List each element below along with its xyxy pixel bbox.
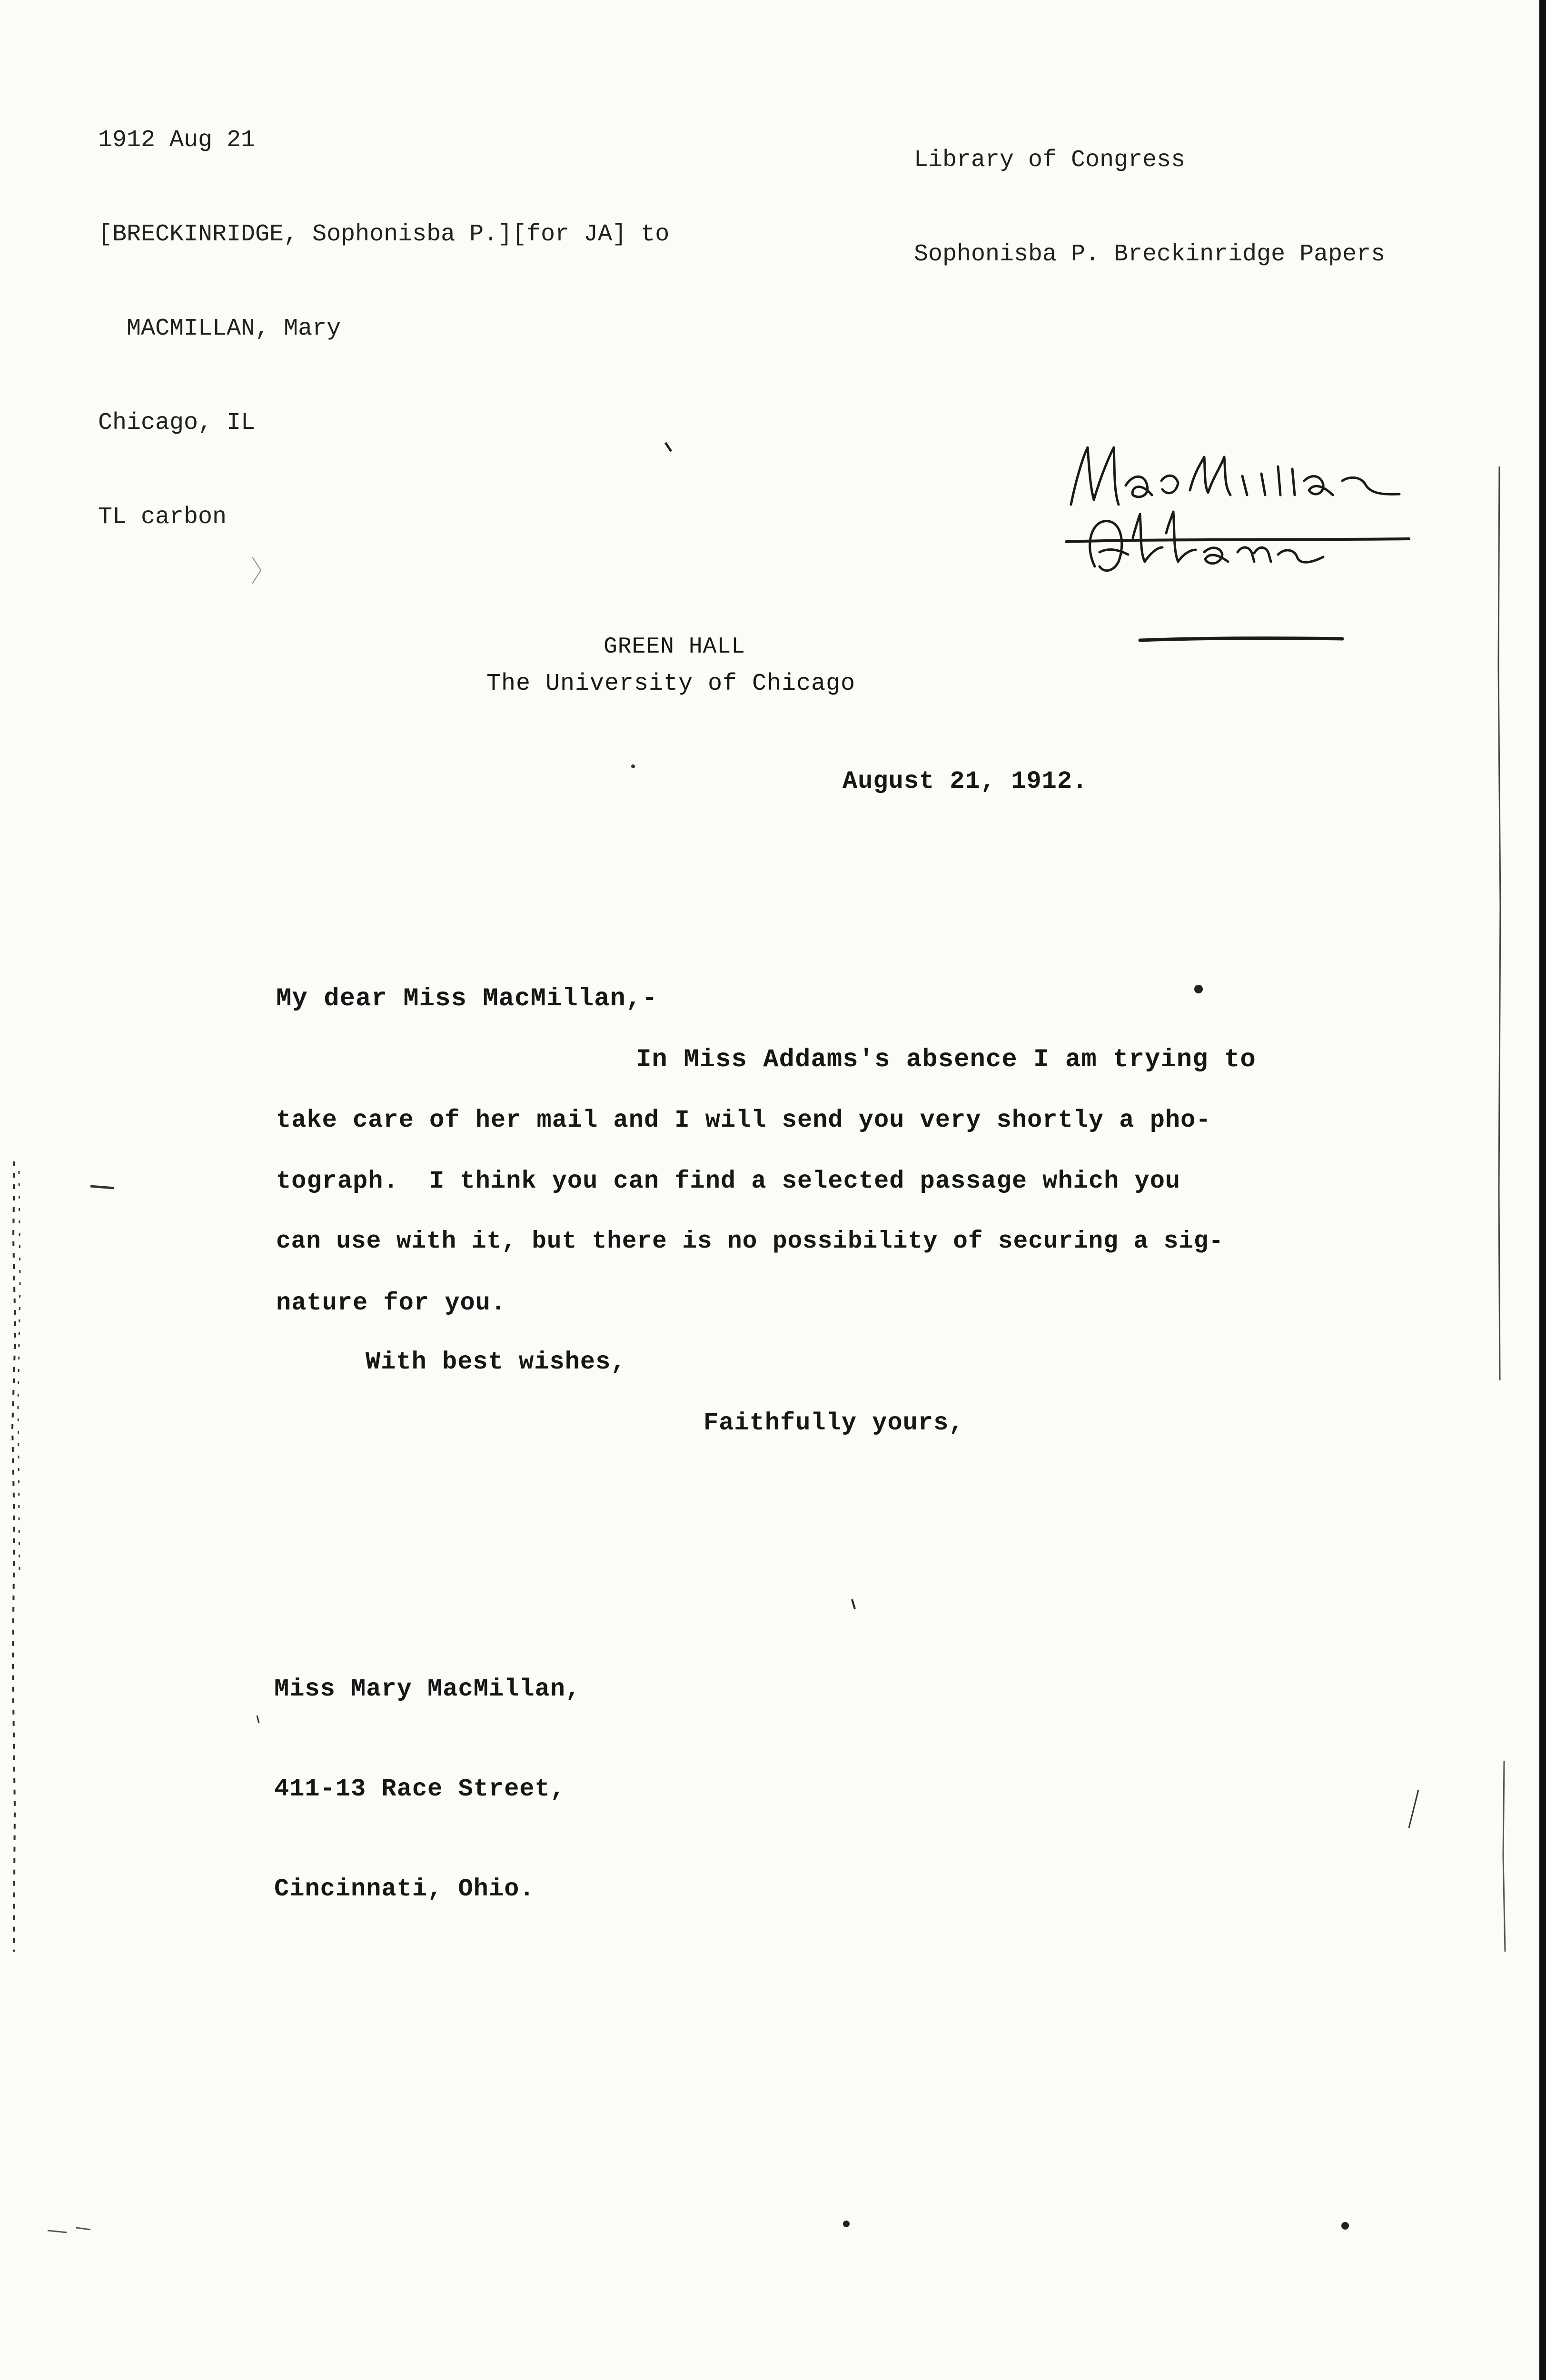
complimentary-close: Faithfully yours, <box>704 1409 964 1437</box>
speck <box>1341 2222 1349 2230</box>
speck <box>252 557 261 584</box>
letterhead-institution: The University of Chicago <box>486 670 856 697</box>
speck <box>48 2228 90 2232</box>
left-binding-edge <box>12 1161 15 1952</box>
salutation: My dear Miss MacMillan,- <box>276 984 658 1013</box>
body-line: take care of her mail and I will send you very shortly a pho- <box>276 1106 1211 1134</box>
letter-date: August 21, 1912. <box>842 767 1088 795</box>
scan-mark <box>90 1186 114 1188</box>
catalog-collection: Sophonisba P. Breckinridge Papers <box>914 241 1386 268</box>
catalog-date: 1912 Aug 21 <box>98 127 256 154</box>
recipient-street: 411-13 Race Street, <box>274 1775 565 1803</box>
right-edge-rule-2 <box>1503 1761 1505 1952</box>
letterhead-building: GREEN HALL <box>604 634 746 660</box>
speck <box>665 443 671 451</box>
body-line: nature for you. <box>276 1289 506 1317</box>
catalog-author-recipient: [BRECKINRIDGE, Sophonisba P.][for JA] to <box>98 221 670 248</box>
scan-right-border <box>1539 0 1546 2380</box>
catalog-place: Chicago, IL <box>98 409 256 436</box>
body-line: can use with it, but there is no possibility of securing a sig- <box>276 1228 1224 1255</box>
speck <box>852 1599 855 1609</box>
body-line: In Miss Addams's absence I am trying to <box>636 1045 1256 1074</box>
recipient-city: Cincinnati, Ohio. <box>274 1875 535 1903</box>
catalog-repository: Library of Congress <box>914 147 1186 174</box>
speck <box>843 2221 850 2227</box>
recipient-name: Miss Mary MacMillan, <box>274 1675 581 1703</box>
catalog-format: TL carbon <box>98 504 227 531</box>
speck <box>1194 985 1203 993</box>
speck <box>1409 1790 1418 1828</box>
right-edge-rule <box>1498 466 1500 1380</box>
body-line: tograph. I think you can find a selected passage which you <box>276 1167 1181 1195</box>
left-binding-edge-2 <box>18 1171 20 1571</box>
speck <box>257 1716 259 1723</box>
closing-wish: With best wishes, <box>366 1348 626 1376</box>
speck <box>631 764 635 768</box>
catalog-recipient-name: MACMILLAN, Mary <box>98 315 341 342</box>
